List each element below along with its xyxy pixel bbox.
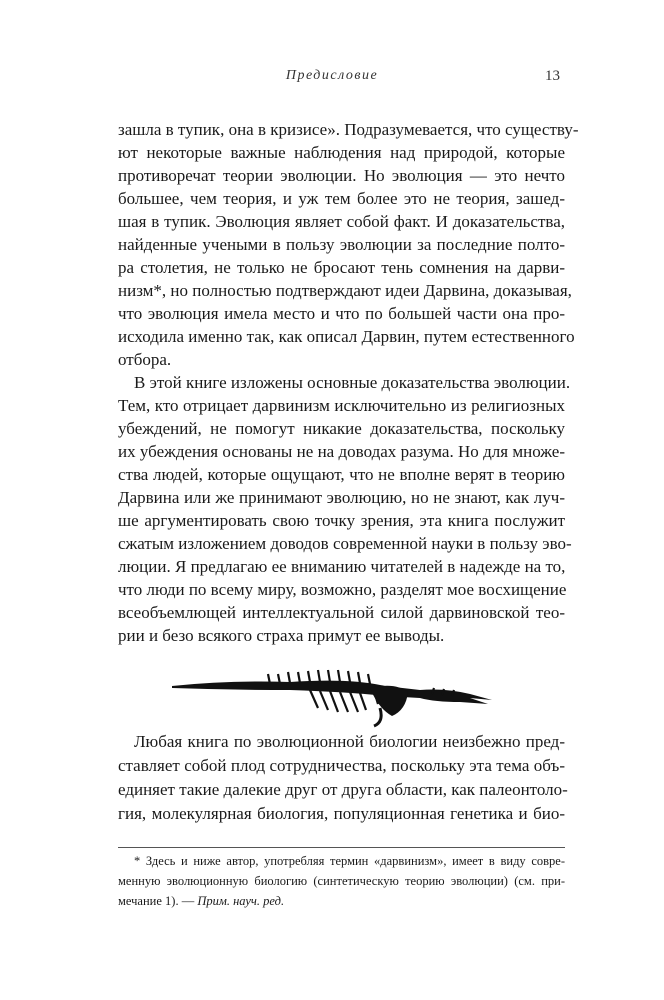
text-line: противоречат теории эволюции. Но эволюция — это нечто (118, 166, 565, 185)
text-line: ра столетия, не только не бросают тень сомнения на дарви- (118, 258, 565, 277)
text-line: В этой книге изложены основные доказательства эволюции. (134, 373, 571, 392)
footnote-editor-note: Прим. науч. ред. (197, 894, 285, 908)
text-line: что эволюция имела место и что по большей части она про- (118, 304, 565, 323)
text-line: убеждений, не помогут никакие доказательства, поскольку (118, 419, 565, 438)
text-line: рии и безо всякого страха примут ее выводы. (118, 626, 445, 645)
paragraph-1 (118, 118, 579, 371)
text-line: низм*, но полностью подтверждают идеи Дарвина, доказывая, (118, 281, 572, 300)
footnote-divider (118, 847, 565, 848)
text-line: Дарвина или же принимают эволюцию, но не знают, как луч- (118, 488, 565, 507)
text-line: шая в тупик. Эволюция являет собой факт. И доказательства, (118, 212, 565, 231)
footnote (118, 851, 565, 911)
text-line: ше аргументировать свою точку зрения, эта книга послужит (118, 511, 565, 530)
text-line: зашла в тупик, она в кризисе». Подразумевается, что существу- (118, 120, 579, 139)
text-line: Любая книга по эволюционной биологии неизбежно пред- (134, 732, 565, 751)
text-line: их убеждения основаны не на доводах разума. Но для множе- (118, 442, 565, 461)
text-line: люции. Я предлагаю ее вниманию читателей в надежде на то, (118, 557, 566, 576)
text-line: ставляет собой плод сотрудничества, поскольку эта тема объ- (118, 756, 565, 775)
whale-skeleton-illustration (170, 658, 495, 728)
text-line: отбора. (118, 350, 172, 369)
main-text (118, 118, 579, 647)
text-line: сжатым изложением доводов современной науки в пользу эво- (118, 534, 572, 553)
paragraph-2 (118, 371, 572, 647)
text-line: исходила именно так, как описал Дарвин, путем естественного (118, 327, 575, 346)
text-line: большее, чем теория, и уж тем более это не теория, зашед- (118, 189, 565, 208)
text-line: всеобъемлющей интеллектуальной силой дарвиновской тео- (118, 603, 565, 622)
text-line: единяет такие далекие друг от друга области, как палеонтоло- (118, 780, 568, 799)
paragraph-3 (118, 730, 568, 826)
text-line: ют некоторые важные наблюдения над природой, которые (118, 143, 565, 162)
running-header: Предисловие (285, 68, 379, 83)
footnote-line (118, 891, 565, 911)
text-line: гия, молекулярная биология, популяционная генетика и био- (118, 804, 565, 823)
text-line: ства людей, которые ощущают, что не вполне верят в теорию (118, 465, 565, 484)
page-number: 13 (545, 68, 560, 84)
footnote-text: мечание 1). — (118, 894, 198, 908)
text-line: Тем, кто отрицает дарвинизм исключительно из религиозных (118, 396, 565, 415)
footnote-line: * Здесь и ниже автор, употребляя термин «дарвинизм», имеет в виду совре- (134, 854, 565, 868)
footnote-line: менную эволюционную биологию (синтетическую теорию эволюции) (см. при- (118, 874, 565, 888)
text-line: найденные учеными в пользу эволюции за последние полто- (118, 235, 565, 254)
text-line: что люди по всему миру, возможно, разделят мое восхищение (118, 580, 567, 599)
